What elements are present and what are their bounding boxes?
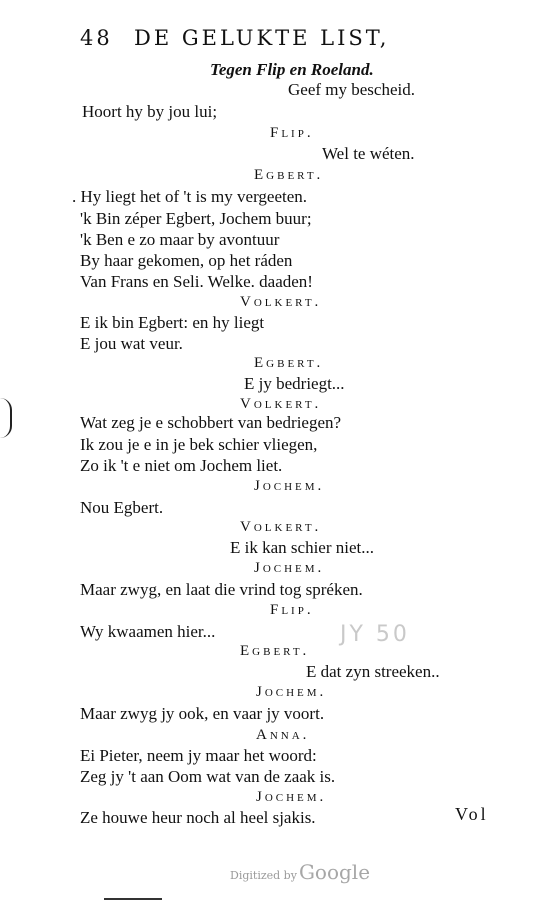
verse-line: E ik kan schier niet... (230, 538, 374, 557)
verse-line: E jou wat veur. (80, 334, 183, 353)
verse-line: 'k Bin zéper Egbert, Jochem buur; (80, 209, 312, 228)
verse-line: Zo ik 't e niet om Jochem liet. (80, 456, 283, 475)
verse-line: Wy kwaamen hier... (80, 622, 216, 641)
verse-line: Nou Egbert. (80, 498, 164, 517)
verse-line: Wat zeg je e schobbert van bedriegen? (80, 413, 342, 432)
watermark-brand: Google (298, 860, 371, 884)
verse-line: . Hy liegt het of 't is my vergeeten. (72, 187, 308, 206)
speaker-name: Anna. (256, 727, 310, 743)
page-bottom-rule (104, 898, 162, 900)
scene-subtitle: Tegen Flip en Roeland. (210, 60, 374, 79)
speaker-name: Jochem. (256, 789, 327, 805)
verse-line: Hoort hy by jou lui; (82, 102, 218, 121)
verse-line: E ik bin Egbert: en hy liegt (80, 313, 265, 332)
speaker-name: Egbert. (254, 167, 324, 183)
verse-line: Ei Pieter, neem jy maar het woord: (80, 746, 317, 765)
speaker-name: Jochem. (254, 478, 325, 494)
verse-line: Zeg jy 't aan Oom wat van de zaak is. (80, 767, 336, 786)
running-title: DE GELUKTE LIST, (134, 26, 390, 50)
verse-line: Maar zwyg jy ook, en vaar jy voort. (80, 704, 325, 723)
verse-line: Geef my bescheid. (288, 80, 415, 99)
speaker-name: Egbert. (240, 643, 310, 659)
speaker-name: Egbert. (254, 355, 324, 371)
verse-line: Wel te wéten. (322, 144, 415, 163)
speaker-name: Flip. (270, 602, 314, 618)
verse-line: By haar gekomen, op het ráden (80, 251, 293, 270)
page-number: 48 (80, 26, 113, 50)
verse-line: Maar zwyg, en laat die vrind tog spréken. (80, 580, 363, 599)
watermark-prefix: Digitized by (230, 869, 297, 882)
digitization-watermark (230, 860, 370, 884)
verse-line: Van Frans en Seli. Welke. daaden! (80, 272, 313, 291)
running-header (80, 26, 460, 50)
verse-line: Ze houwe heur noch al heel sjakis. (80, 808, 316, 827)
verse-line: E dat zyn streeken.. (306, 662, 440, 681)
speaker-name: Flip. (270, 125, 314, 141)
speaker-name: Jochem. (254, 560, 325, 576)
library-stamp: JY 50 (340, 622, 410, 647)
page-edge-mark (0, 398, 12, 438)
verse-line: E jy bedriegt... (244, 374, 345, 393)
speaker-name: Volkert. (240, 396, 322, 412)
verse-line: 'k Ben e zo maar by avontuur (80, 230, 280, 249)
catchword: Vol (455, 804, 489, 824)
speaker-name: Jochem. (256, 684, 327, 700)
speaker-name: Volkert. (240, 519, 322, 535)
verse-line: Ik zou je e in je bek schier vliegen, (80, 435, 318, 454)
speaker-name: Volkert. (240, 294, 322, 310)
